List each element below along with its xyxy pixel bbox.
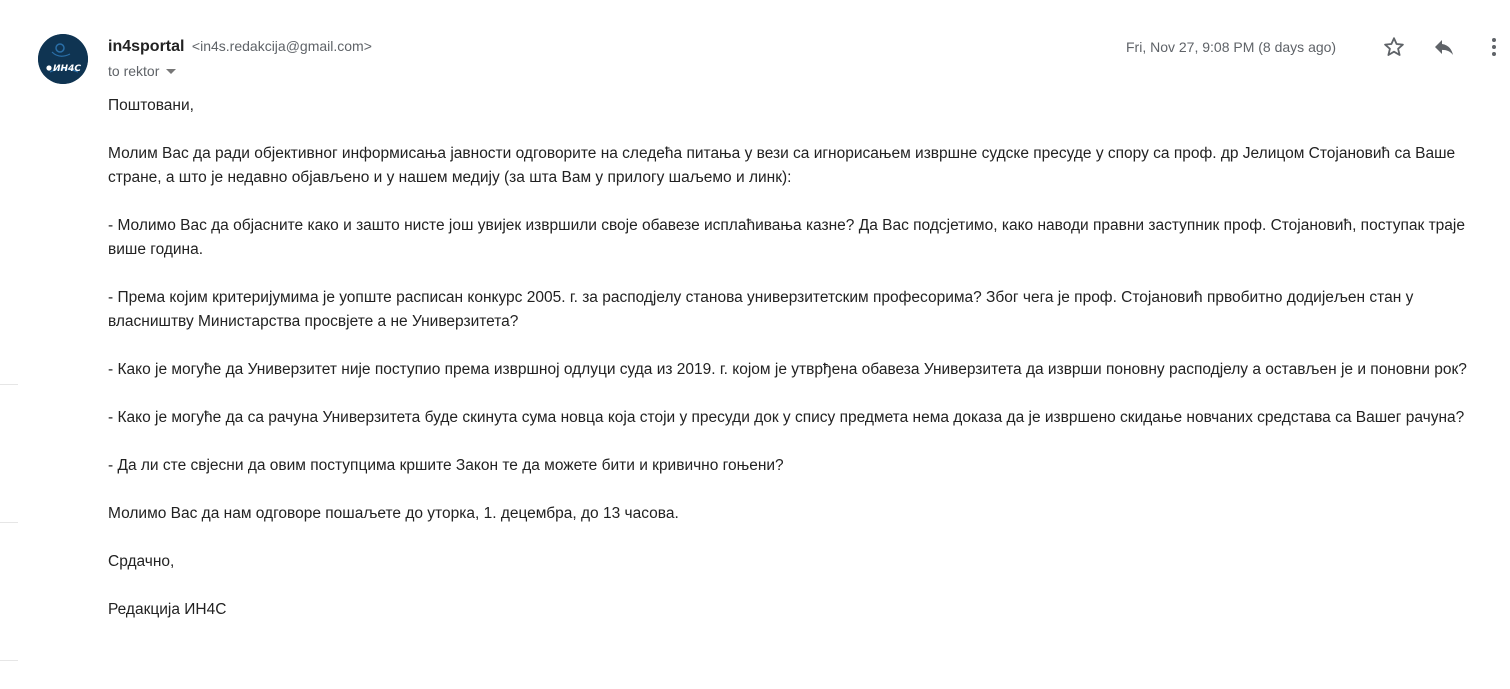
recipient-details-toggle[interactable]	[108, 62, 176, 80]
caret-down-icon[interactable]	[166, 69, 176, 74]
body-paragraph: Редакција ИН4С	[108, 601, 227, 618]
sender-email: <in4s.redakcija@gmail.com>	[191, 38, 372, 54]
body-paragraph: - Према којим критеријумима је уопште расписан конкурс 2005. г. за расподјелу станова универзитетским професорима? Због чега је проф. Стојановић првобитно додијељен стан у власништву Министарства просвјете а не Универзитета?	[108, 289, 1414, 330]
star-button[interactable]	[1380, 33, 1408, 61]
body-paragraph: - Како је могуће да Универзитет није поступио према извршној одлуци суда из 2019. г. којом је утврђена обавеза Универзитета да изврши поновну расподјелу а остављен је и поновни рок?	[108, 361, 1467, 378]
email-body	[108, 94, 1503, 646]
recipient-label: to rektor	[108, 63, 160, 79]
reply-icon	[1432, 35, 1456, 59]
body-paragraph: Поштовани,	[108, 97, 194, 114]
sender-avatar[interactable]	[38, 34, 88, 84]
body-paragraph: Молимо Вас да нам одговоре пошаљете до уторка, 1. децембра, до 13 часова.	[108, 505, 679, 522]
gutter-divider	[0, 660, 18, 661]
body-paragraph: Срдачно,	[108, 553, 175, 570]
more-options-button[interactable]	[1480, 33, 1508, 61]
avatar-text: ИН4С	[53, 64, 81, 74]
body-paragraph: - Молимо Вас да објасните како и зашто нисте још увијек извршили своје обавезе исплаћивања казне? Да Вас подсјетимо, како наводи правни заступник проф. Стојановић, поступак траје више година.	[108, 217, 1465, 258]
sender-line	[108, 36, 372, 57]
in4s-logo-icon	[38, 34, 88, 84]
body-paragraph: Молим Вас да ради објективног информисања јавности одговорите на следећа питања у вези са игнорисањем извршне судске пресуде у спору са проф. др Јелицом Стојановић са Ваше стране, а што је недавно објављено и у нашем медију (за шта Вам у прилогу шаљемо и линк):	[108, 145, 1456, 186]
body-paragraph: - Како је могуће да са рачуна Универзитета буде скинута сума новца која стоји у пресуди док у спису предмета нема доказа да је извршено скидање новчаних средстава са Вашег рачуна?	[108, 409, 1465, 426]
body-paragraph: - Да ли сте свјесни да овим поступцима кршите Закон те да можете бити и кривично гоњени?	[108, 457, 784, 474]
gutter-divider	[0, 384, 18, 385]
gutter-divider	[0, 522, 18, 523]
sender-name[interactable]: in4sportal	[108, 38, 185, 55]
star-icon	[1382, 35, 1406, 59]
more-vert-icon	[1482, 35, 1506, 59]
reply-button[interactable]	[1430, 33, 1458, 61]
email-header	[108, 36, 1510, 86]
email-timestamp: Fri, Nov 27, 9:08 PM (8 days ago)	[1126, 39, 1337, 55]
